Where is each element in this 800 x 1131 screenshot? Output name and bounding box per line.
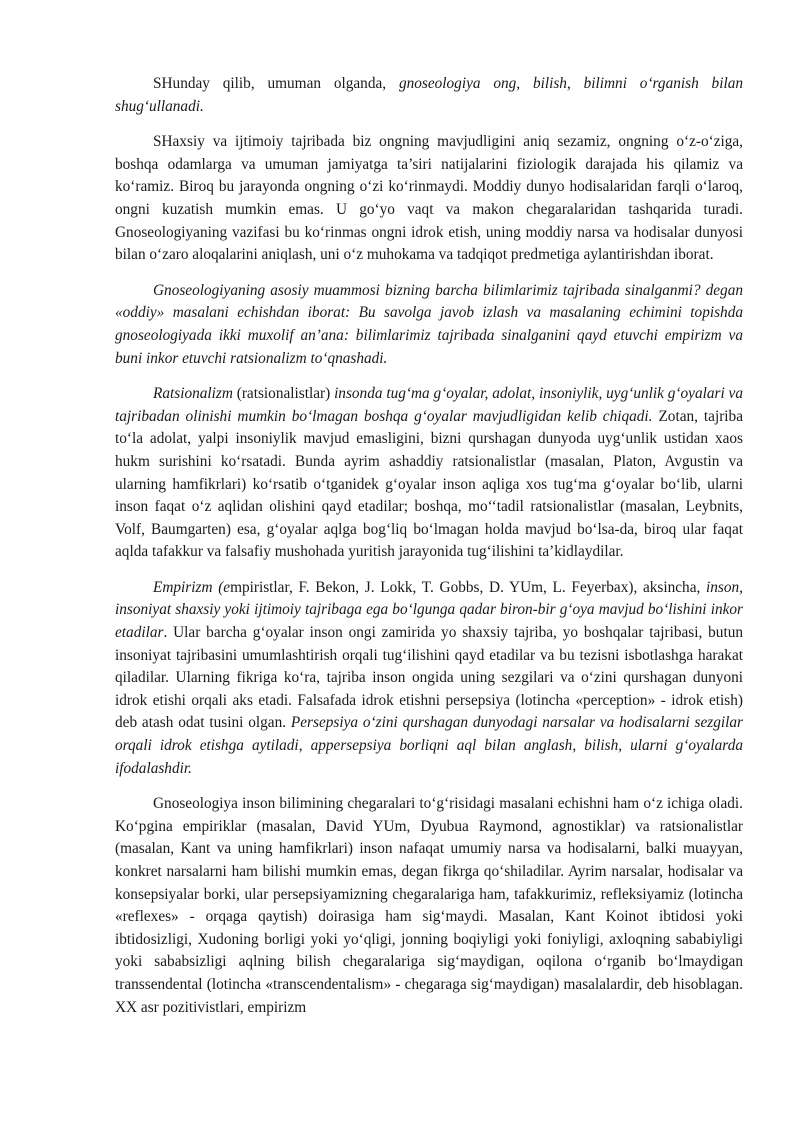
paragraph-text-italic: Ratsionalizm [153,385,233,403]
paragraph-text-italic: Empirizm (e [153,578,231,596]
paragraph-text: Gnoseologiya inson bilimining chegaralari to‘g‘risidagi masalani echishni ham o‘z ichiga oladi. Ko‘pgina empiriklar (masalan, David YUm, Dyubua Raymond, agnostiklar) va ratsionalistlar (masalan, Kant va uning hamfikrlari) inson nafaqat umumiy narsa va hodisalarni, balki muayyan, konkret narsalarni ham bilishi mumkin emas, degan fikrga qo‘shiladilar. Ayrim narsalar, hodisalar va konsepsiyalar borki, ular persepsiyamizning chegaralariga ham, tafakkurimiz, refleksiyamiz (lotincha «reflexes» - orqaga qaytish) doirasiga ham sig‘maydi. Masalan, Kant Koinot ibtidosi yoki ibtidosizligi, Xudoning borligi yoki yo‘qligi, jonning boqiyligi yoki foniyligi, axloqning sababiyligi yoki sababsizligi aqlning bilish chegaralariga sig‘maydigan, oqilona o‘rganib bo‘lmaydigan transsendental (lotincha «transcendentalism» - chegaraga sig‘maydigan) masalalardir, deb hisoblagan. XX asr pozitivistlari, empirizm [115,795,743,1016]
paragraph [115,793,743,1019]
document-body [115,73,743,1019]
paragraph-text-italic: inson, insoniyat shaxsiy yoki ijtimoiy tajribaga ega bo‘lgunga qadar biron-bir g‘oya mavjud bo‘lishini inkor etadilar [115,578,744,642]
paragraph [115,73,743,118]
paragraph-text: SHaxsiy va ijtimoiy tajribada biz ongning mavjudligini aniq sezamiz, ongning o‘z-o‘ziga, boshqa odamlarga va umuman jamiyatga ta’siri natijalarini fiziologik darajada his qilamiz va ko‘ramiz. Biroq bu jarayonda ongning o‘zi ko‘rinmaydi. Moddiy dunyo hodisalaridan farqli o‘laroq, ongni kuzatish mumkin emas. U go‘yo vaqt va makon chegaralaridan tashqarida turadi. Gnoseologiyaning vazifasi bu ko‘rinmas ongni idrok etish, uning moddiy narsa va hodisalar dunyosi bilan o‘zaro aloqalarini aniqlash, uni o‘z muhokama va tadqiqot predmetiga aylantirishdan iborat. [115,133,743,264]
paragraph-text-italic: insonda tug‘ma g‘oyalar, adolat, insoniylik, uyg‘unlik g‘oyalari va tajribadan olinishi mumkin bo‘lmagan boshqa g‘oyalar mavjudligidan kelib chiqadi. [115,385,743,425]
paragraph-text-italic: gnoseologiya ong, bilish, bilimni o‘rganish bilan shug‘ullanadi. [115,75,743,115]
paragraph [115,383,743,564]
paragraph-text: , [298,737,311,755]
paragraph-text-italic: Gnoseologiyaning asosiy muammosi bizning barcha bilimlarimiz tajribada sinalganmi? degan «oddiy» masalani echishdan iborat: Bu savolga javob izlash va masalaning echimini topishda gnoseologiyada ikki muxolif an’ana: bilimlarimiz tajribada sinalganini qayd etuvchi empirizm va buni inkor etuvchi ratsionalizm to‘qnashadi. [115,281,743,367]
paragraph-text-italic: appersepsiya borliqni aql bilan anglash, bilish, ularni g‘oyalarda ifodalashdir. [115,737,743,777]
paragraph-text: mpiristlar, F. Bekon, J. Lokk, T. Gobbs, D. YUm, L. Feyerbax), aksincha, [230,578,707,596]
paragraph [115,131,743,267]
paragraph-text-italic: Persepsiya o‘zini qurshagan dunyodagi narsalar va hodisalarni sezgilar orqali idrok etishga aytiladi [115,714,743,755]
paragraph-text: Zotan, tajriba to‘la adolat, yalpi insoniylik mavjud emasligini, bizni qurshagan dunyoda uyg‘unlik ustidan xaos hukm surishini ko‘rsatadi. Bunda ayrim ashaddiy ratsionalistlar (masalan, Platon, Avgustin va ularning hamfikrlari) ko‘rsatib o‘tganidek g‘oyalar inson aqliga xos tug‘ma g‘oyalar bo‘lib, ularni inson faqat o‘z aqlidan olishini qayd etadilar; boshqa, mo‘‘tadil ratsionalistlar (masalan, Leybnits, Volf, Baumgarten) esa, g‘oyalar aqlga bog‘liq bo‘lmagan holda mavjud bo‘lsa-da, biroq ular faqat aqlda tafakkur va falsafiy mushohada yuritish jarayonida tug‘ilishini ta’kidlaydilar. [115,407,743,561]
paragraph [115,577,743,780]
paragraph [115,280,743,370]
paragraph-text: (ratsionalistlar) [232,385,335,403]
paragraph-text: . Ular barcha g‘oyalar inson ongi zamirida yo shaxsiy tajriba, yo boshqalar tajribasi, butun insoniyat tajribasini umumlashtirish orqali tug‘ilishini qayd etadilar va bu tezisni isbotlashga harakat qiladilar. Ularning fikriga ko‘ra, tajriba inson ongida uning sezgilari va o‘zini qurshagan dunyoni idrok etishi orqali aks etadi. Falsafada idrok etishni persepsiya (lotincha «perception» - idrok etish) deb atash odat tusini olgan. [115,624,743,732]
paragraph-text: SHunday qilib, umuman olganda, [153,75,399,92]
